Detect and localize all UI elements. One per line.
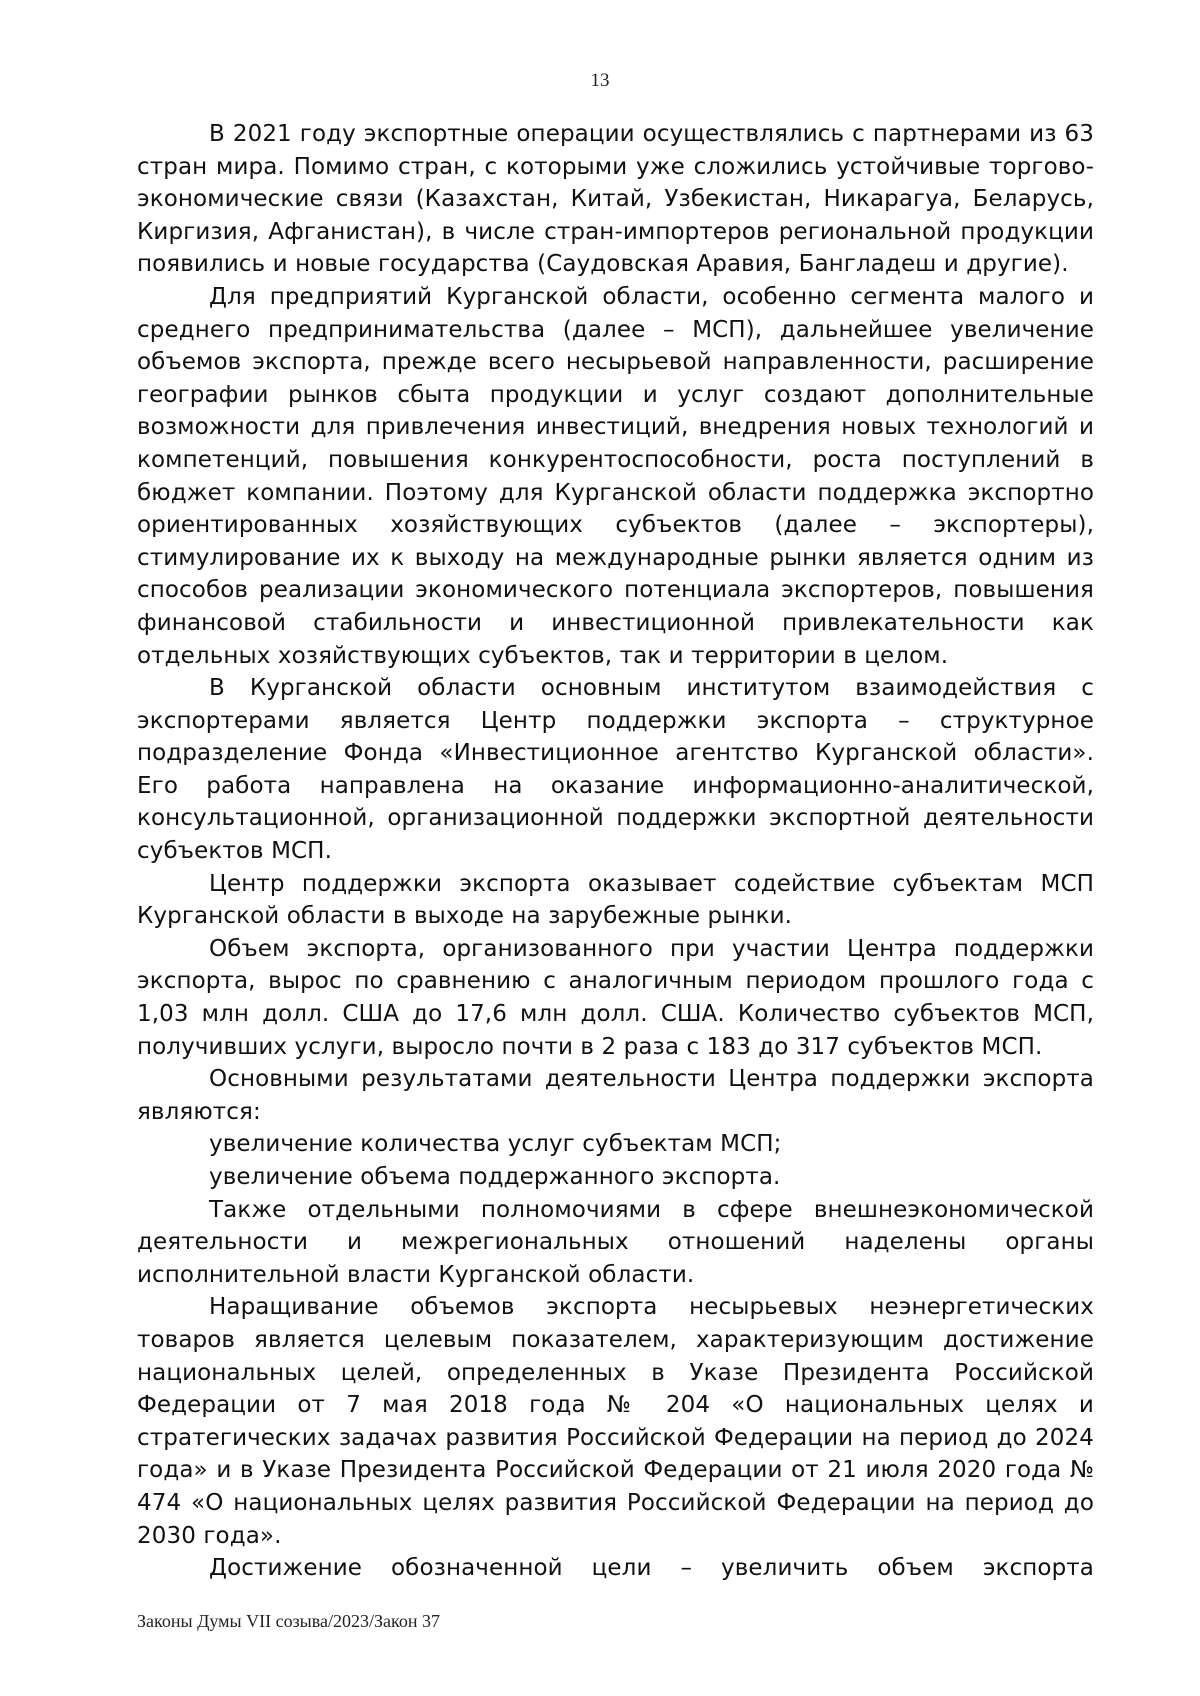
footer-law-reference: Законы Думы VII созыва/2023/Закон 37 [137,1611,440,1631]
list-item-services-increase: увеличение количества услуг субъектам МСП; [209,1131,782,1158]
paragraph-executive-authorities: Также отдельными полномочиями в сфере внешнеэкономической деятельности и межрегиональных отношений наделены органы исполнительной власти Курганской области. [137,1196,1094,1288]
paragraph-center-assistance: Центр поддержки экспорта оказывает содействие субъектам МСП Курганской области в выходе на зарубежные рынки. [137,870,1094,930]
paragraph-export-support-center: В Курганской области основным институтом взаимодействия с экспортерами является Центр поддержки экспорта – структурное подразделение Фонда «Инвестиционное агентство Курганской области». Его работа направлена на оказание информационно-аналитической, консультационной, организационной поддержки экспортной деятельности субъектов МСП. [137,675,1094,865]
paragraph-export-volume: Объем экспорта, организованного при участии Центра поддержки экспорта, вырос по сравнению с аналогичным периодом прошлого года с 1,03 млн долл. США до 17,6 млн долл. США. Количество субъектов МСП, получивших услуги, выросло почти в 2 раза с 183 до 317 субъектов МСП. [137,935,1094,1060]
paragraph-main-results: Основными результатами деятельности Центра поддержки экспорта являются: [137,1066,1094,1125]
document-body [137,118,1094,1585]
paragraph-national-goals: Наращивание объемов экспорта несырьевых неэнергетических товаров является целевым показателем, характеризующим достижение национальных целей, определенных в Указе Президента Российской Федерации от 7 мая 2018 года № 204 «О национальных целях и стратегических задачах развития Российской Федерации на период до 2024 года» и в Указе Президента Российской Федерации от 21 июля 2020 года № 474 «О национальных целях развития Российской Федерации на период до 2030 года». [137,1294,1094,1549]
list-item-export-increase: увеличение объема поддержанного экспорта. [209,1164,781,1190]
paragraph-goal-achievement: Достижение обозначенной цели – увеличить объем экспорта [209,1555,1094,1582]
page-number: 13 [590,70,610,91]
paragraph-export-partners: В 2021 году экспортные операции осуществлялись с партнерами из 63 стран мира. Помимо стран, с которыми уже сложились устойчивые торгово-экономические связи (Казахстан, Китай, Узбекистан, Никарагуа, Беларусь, Киргизия, Афганистан), в числе стран-импортеров региональной продукции появились и новые государства (Саудовская Аравия, Бангладеш и другие). [137,121,1094,278]
paragraph-msp-export-support: Для предприятий Курганской области, особенно сегмента малого и среднего предпринимательства (далее – МСП), дальнейшее увеличение объемов экспорта, прежде всего несырьевой направленности, расширение географии рынков сбыта продукции и услуг создают дополнительные возможности для привлечения инвестиций, внедрения новых технологий и компетенций, повышения конкурентоспособности, роста поступлений в бюджет компании. Поэтому для Курганской области поддержка экспортно ориентированных хозяйствующих субъектов (далее – экспортеры), стимулирование их к выходу на международные рынки является одним из способов реализации экономического потенциала экспортеров, повышения финансовой стабильности и инвестиционной привлекательности как отдельных хозяйствующих субъектов, так и территории в целом. [137,283,1094,669]
